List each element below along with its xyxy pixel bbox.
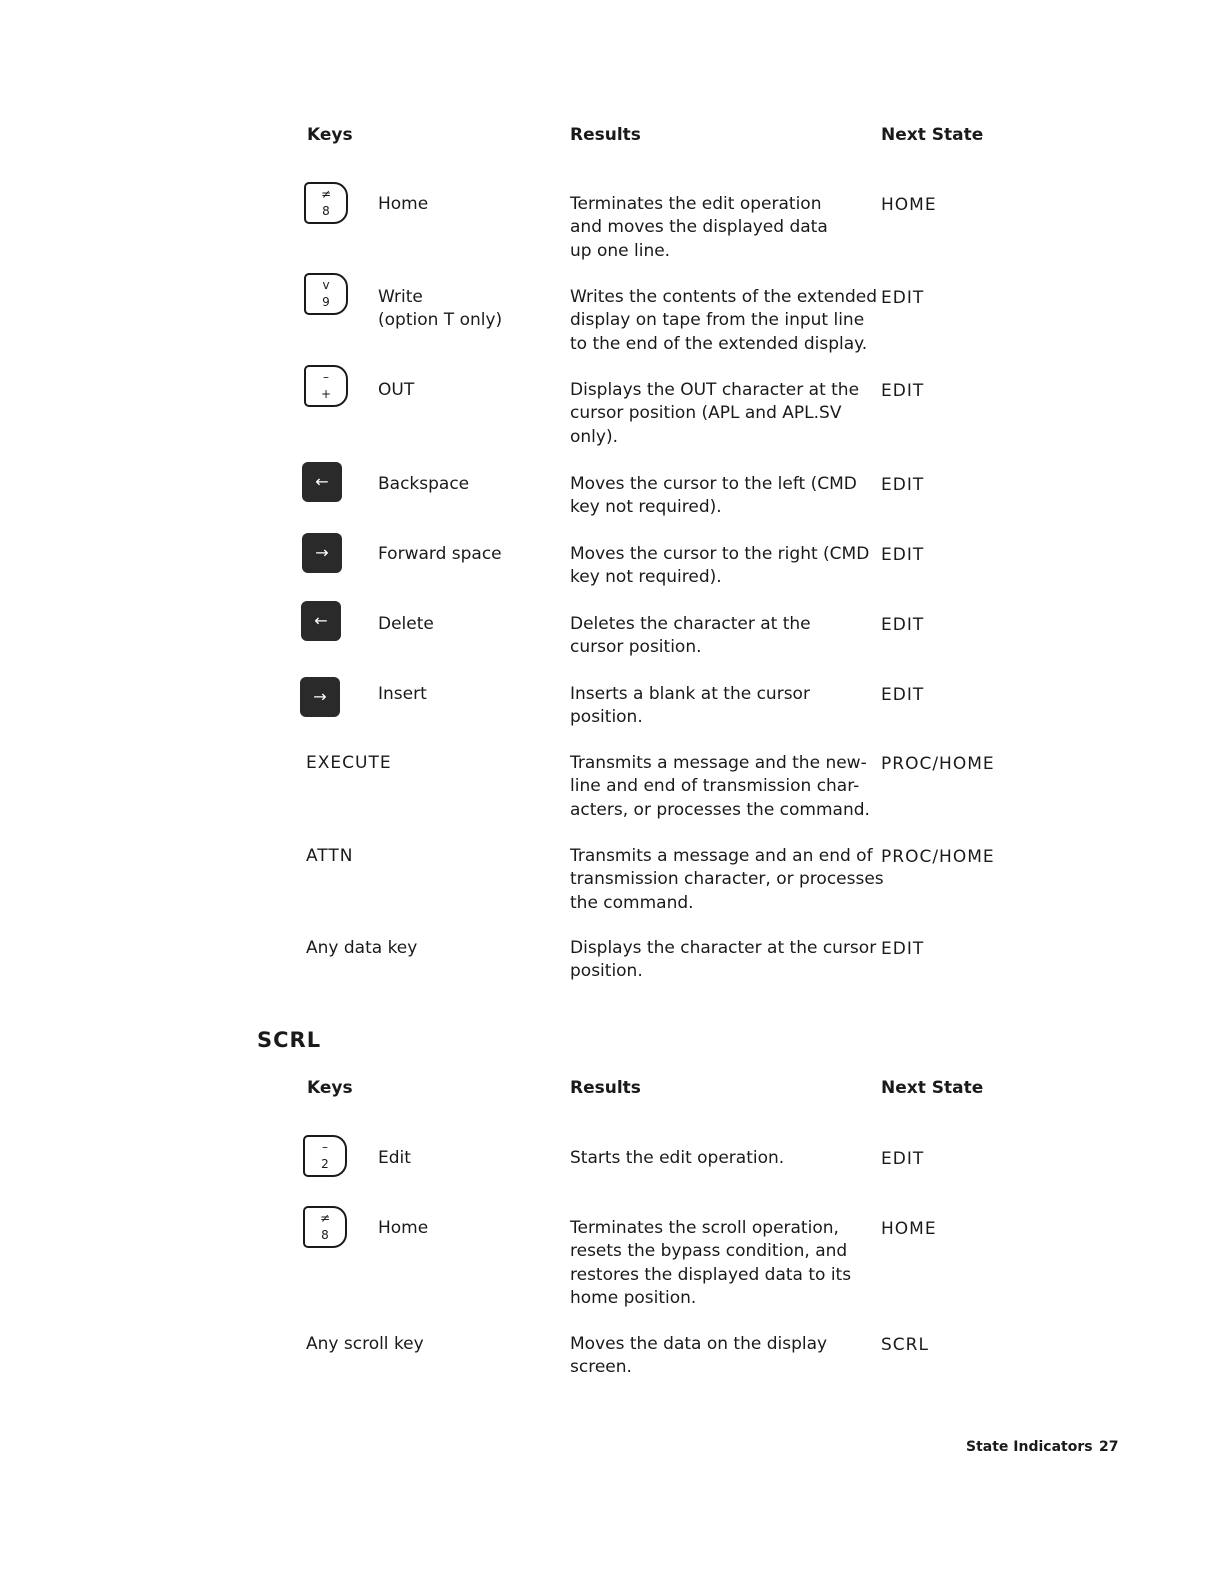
key-name-delete: Delete <box>378 614 434 634</box>
page-number: 27 <box>1099 1439 1119 1455</box>
key-name-backspace: Backspace <box>378 474 470 494</box>
next-state-write: EDIT <box>881 288 925 308</box>
next-state-any-data-key: EDIT <box>881 939 925 959</box>
next-state-backspace: EDIT <box>881 475 925 495</box>
key-name-forward-space: Forward space <box>378 544 502 564</box>
result-execute: Transmits a message and the new- line and end of transmission char- acters, or processes the command. <box>570 753 870 820</box>
key-name-write: Write (option T only) <box>378 287 503 331</box>
result-out: Displays the OUT character at the cursor position (APL and APL.SV only). <box>570 380 860 447</box>
key-name-execute: EXECUTE <box>306 753 392 773</box>
scrl-next-state-header: Next State <box>881 1078 984 1098</box>
keys-header: Keys <box>307 125 353 145</box>
key-name-insert: Insert <box>378 684 427 704</box>
result-backspace: Moves the cursor to the left (CMD key not required). <box>570 474 857 518</box>
scrl-result-edit: Starts the edit operation. <box>570 1148 785 1168</box>
next-state-execute: PROC/HOME <box>881 754 995 774</box>
insert-arrow-icon: → <box>300 677 340 717</box>
scrl-key-name-edit: Edit <box>378 1148 411 1168</box>
next-state-delete: EDIT <box>881 615 925 635</box>
edit-key-icon: – 2 <box>303 1135 347 1177</box>
key-name-any-data-key: Any data key <box>306 938 418 958</box>
write-key-icon: v 9 <box>304 273 348 315</box>
footer-label: State Indicators <box>966 1439 1093 1455</box>
result-attn: Transmits a message and an end of transmission character, or processes the command. <box>570 846 884 913</box>
scrl-next-state-any-scroll-key: SCRL <box>881 1335 929 1355</box>
scrl-keys-header: Keys <box>307 1078 353 1098</box>
home-key-icon: ≠ 8 <box>304 182 348 224</box>
result-forward-space: Moves the cursor to the right (CMD key not required). <box>570 544 870 588</box>
scrl-results-header: Results <box>570 1078 641 1098</box>
result-any-data-key: Displays the character at the cursor position. <box>570 938 877 982</box>
next-state-forward-space: EDIT <box>881 545 925 565</box>
delete-arrow-icon: ← <box>301 601 341 641</box>
scrl-home-key-icon: ≠ 8 <box>303 1206 347 1248</box>
result-insert: Inserts a blank at the cursor position. <box>570 684 810 728</box>
next-state-header: Next State <box>881 125 984 145</box>
section-title-scrl: SCRL <box>257 1028 322 1052</box>
scrl-result-home: Terminates the scroll operation, resets the bypass condition, and restores the displayed data to its home position. <box>570 1218 852 1309</box>
next-state-insert: EDIT <box>881 685 925 705</box>
scrl-key-name-home: Home <box>378 1218 429 1238</box>
results-header: Results <box>570 125 641 145</box>
next-state-out: EDIT <box>881 381 925 401</box>
result-write: Writes the contents of the extended display on tape from the input line to the end of the extended display. <box>570 287 878 354</box>
next-state-attn: PROC/HOME <box>881 847 995 867</box>
forward-space-arrow-icon: → <box>302 533 342 573</box>
key-name-attn: ATTN <box>306 846 354 866</box>
key-name-out: OUT <box>378 380 415 400</box>
scrl-next-state-home: HOME <box>881 1219 937 1239</box>
key-name-home: Home <box>378 194 429 214</box>
scrl-result-any-scroll-key: Moves the data on the display screen. <box>570 1334 828 1378</box>
out-key-icon: – + <box>304 365 348 407</box>
scrl-key-name-any-scroll-key: Any scroll key <box>306 1334 424 1354</box>
scrl-next-state-edit: EDIT <box>881 1149 925 1169</box>
result-delete: Deletes the character at the cursor position. <box>570 614 811 658</box>
backspace-arrow-icon: ← <box>302 462 342 502</box>
result-home: Terminates the edit operation and moves the displayed data up one line. <box>570 194 828 261</box>
next-state-home: HOME <box>881 195 937 215</box>
